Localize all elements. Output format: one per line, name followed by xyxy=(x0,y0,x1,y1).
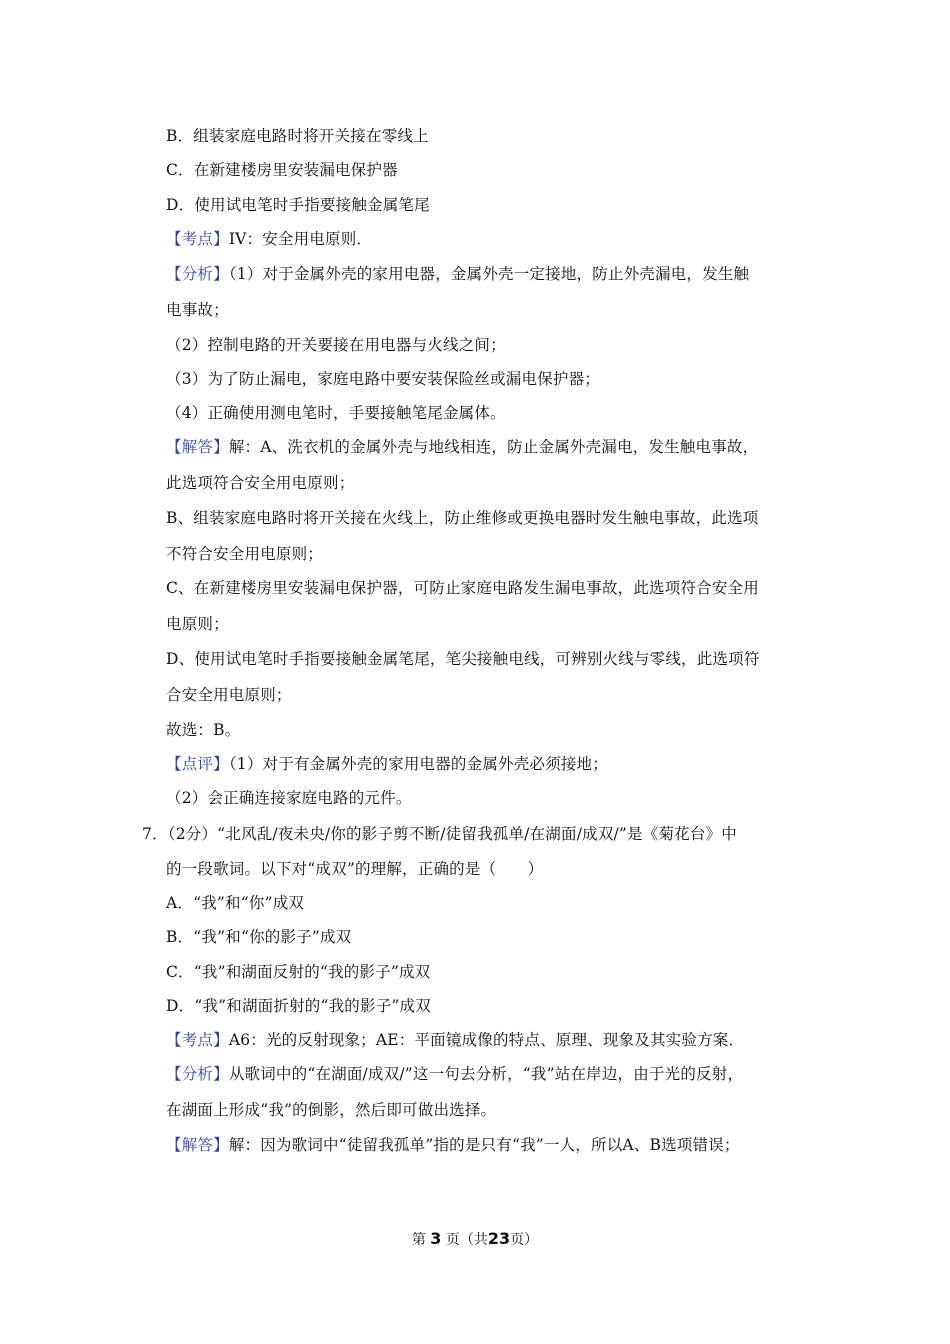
q6-fenxi-cont: 电事故； xyxy=(166,301,229,319)
footer-total-pages: 23 xyxy=(487,1229,511,1248)
q6-kaodian xyxy=(166,229,372,249)
footer-mid: 页（共 xyxy=(445,1232,488,1248)
footer-post: 页） xyxy=(510,1232,539,1248)
q6-jieda-b2: 不符合安全用电原则； xyxy=(166,545,324,563)
q6-fenxi xyxy=(166,264,749,284)
q7-number: 7． xyxy=(142,825,168,843)
q7-kaodian xyxy=(166,1030,744,1050)
q6-option-b: B．组装家庭电路时将开关接在零线上 xyxy=(166,127,429,145)
fenxi-tag: 【分析】 xyxy=(166,265,229,283)
q6-jieda-c1: C、在新建楼房里安装漏电保护器，可防止家庭电路发生漏电事故，此选项符合安全用 xyxy=(166,579,759,597)
q6-jieda-a2: 此选项符合安全用电原则； xyxy=(166,474,355,492)
q6-dianping xyxy=(166,754,608,774)
kaodian-tag: 【考点】 xyxy=(166,230,229,248)
q6-jieda-c2: 电原则； xyxy=(166,615,229,633)
q7-stem-cont: 的一段歌词。以下对“成双”的理解，正确的是（ ） xyxy=(166,860,544,878)
footer-page-number: 3 xyxy=(430,1229,442,1248)
q6-option-d: D．使用试电笔时手指要接触金属笔尾 xyxy=(166,196,430,214)
fenxi-text: 从歌词中的“在湖面/成双/”这一句去分析，“我”站在岸边，由于光的反射， xyxy=(228,1065,744,1083)
q7-option-b: B．“我”和“你的影子”成双 xyxy=(166,928,352,946)
q6-fenxi-4: （4）正确使用测电笔时，手要接触笔尾金属体。 xyxy=(166,404,506,422)
kaodian-text: A6：光的反射现象；AE：平面镜成像的特点、原理、现象及其实验方案． xyxy=(228,1031,745,1049)
q6-dianping-2: （2）会正确连接家庭电路的元件。 xyxy=(166,789,412,807)
jieda-text: 解：因为歌词中“徒留我孤单”指的是只有“我”一人，所以A、B选项错误； xyxy=(228,1136,740,1154)
dianping-tag: 【点评】 xyxy=(166,755,229,773)
q7-fenxi-cont: 在湖面上形成“我”的倒影，然后即可做出选择。 xyxy=(166,1101,497,1119)
q6-jieda-b1: B、组装家庭电路时将开关接在火线上，防止维修或更换电器时发生触电事故，此选项 xyxy=(166,509,759,527)
dianping-text: （1）对于有金属外壳的家用电器的金属外壳必须接地； xyxy=(228,755,608,773)
q6-jieda-d2: 合安全用电原则； xyxy=(166,686,292,704)
q7-option-c: C．“我”和湖面反射的“我的影子”成双 xyxy=(166,963,431,981)
q7-jieda xyxy=(166,1135,740,1155)
footer-pre: 第 xyxy=(411,1232,426,1248)
q6-answer: 故选：B。 xyxy=(166,721,241,739)
q6-fenxi-2: （2）控制电路的开关要接在用电器与火线之间； xyxy=(166,336,506,354)
q7-stem-text: （2分）“北风乱/夜未央/你的影子剪不断/徒留我孤单/在湖面/成双/”是《菊花台》中 xyxy=(167,825,737,843)
page-footer xyxy=(0,1229,950,1250)
q7-fenxi xyxy=(166,1064,743,1084)
fenxi-text: （1）对于金属外壳的家用电器，金属外壳一定接地，防止外壳漏电，发生触 xyxy=(228,265,750,283)
q6-fenxi-3: （3）为了防止漏电，家庭电路中要安装保险丝或漏电保护器； xyxy=(166,370,600,388)
q6-jieda xyxy=(166,437,758,457)
q7-stem xyxy=(142,824,737,844)
kaodian-tag: 【考点】 xyxy=(166,1031,229,1049)
q6-jieda-d1: D、使用试电笔时手指要接触金属笔尾，笔尖接触电线，可辨别火线与零线，此选项符 xyxy=(166,650,760,668)
q6-option-c: C．在新建楼房里安装漏电保护器 xyxy=(166,161,398,179)
fenxi-tag: 【分析】 xyxy=(166,1065,229,1083)
jieda-tag: 【解答】 xyxy=(166,438,229,456)
kaodian-text: IV：安全用电原则． xyxy=(228,230,373,248)
q7-option-d: D．“我”和湖面折射的“我的影子”成双 xyxy=(166,997,431,1015)
jieda-text: 解：A、洗衣机的金属外壳与地线相连，防止金属外壳漏电，发生触电事故， xyxy=(228,438,759,456)
jieda-tag: 【解答】 xyxy=(166,1136,229,1154)
q7-option-a: A．“我”和“你”成双 xyxy=(166,894,305,912)
